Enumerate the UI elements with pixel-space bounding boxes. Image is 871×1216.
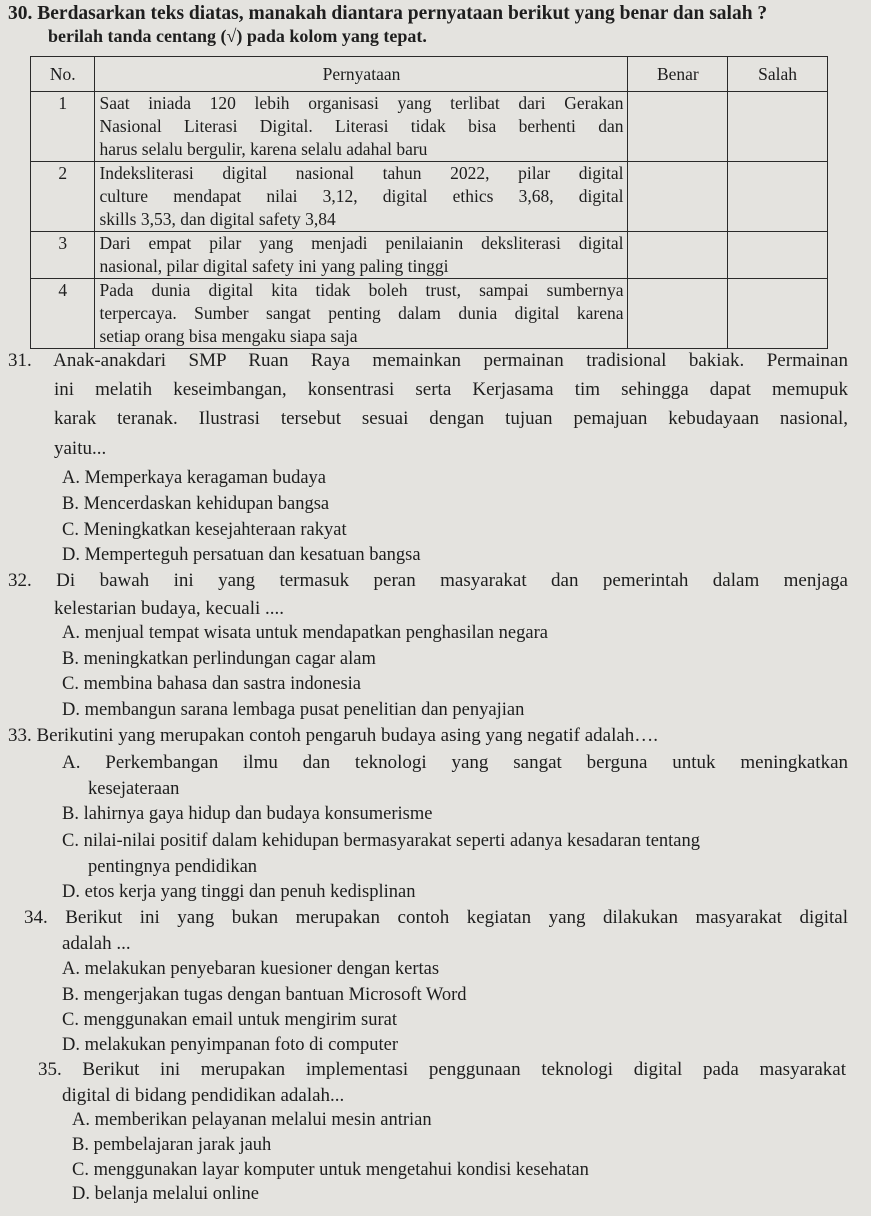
statement-line: setiap orang bisa mengaku siapa saja — [99, 326, 358, 346]
q34-option-d[interactable]: D. melakukan penyimpanan foto di computer — [62, 1035, 398, 1055]
q34-option-c[interactable]: C. menggunakan email untuk mengirim surat — [62, 1010, 397, 1030]
row-number: 1 — [31, 92, 95, 162]
q33-option-d[interactable]: D. etos kerja yang tinggi dan penuh kedisplinan — [62, 882, 416, 902]
question-31-line-1: 31. Anak-anakdari SMP Ruan Raya memainkan permainan tradisional bakiak. Permainan — [8, 350, 848, 371]
row-number: 2 — [31, 162, 95, 232]
statement-line: culture mendapat nilai 3,12, digital ethics 3,68, digital — [99, 186, 624, 206]
q35-option-a[interactable]: A. memberikan pelayanan melalui mesin antrian — [72, 1110, 432, 1130]
table-row — [31, 92, 828, 162]
question-30: 30. Berdasarkan teks diatas, manakah diantara pernyataan berikut yang benar dan salah ? — [8, 3, 768, 24]
table-row — [31, 232, 828, 279]
question-34-line-2: adalah ... — [62, 933, 131, 954]
q35-option-c[interactable]: C. menggunakan layar komputer untuk mengetahui kondisi kesehatan — [72, 1160, 589, 1180]
q33-option-c-cont: pentingnya pendidikan — [88, 857, 258, 877]
benar-checkbox-cell[interactable] — [628, 92, 728, 162]
salah-checkbox-cell[interactable] — [728, 92, 828, 162]
table-row — [31, 162, 828, 232]
question-30-instruction: berilah tanda centang (√) pada kolom yang tepat. — [48, 26, 427, 46]
row-statement — [95, 92, 628, 162]
question-34-line-1: 34. Berikut ini yang bukan merupakan contoh kegiatan yang dilakukan masyarakat digital — [24, 907, 848, 928]
q32-option-d[interactable]: D. membangun sarana lembaga pusat penelitian dan penyajian — [62, 700, 525, 720]
question-31-line-3: karak teranak. Ilustrasi tersebut sesuai dengan tujuan pemajuan kebudayaan nasional, — [54, 408, 848, 429]
row-statement — [95, 279, 628, 349]
question-31-line-2: ini melatih keseimbangan, konsentrasi serta Kerjasama tim sehingga dapat memupuk — [54, 379, 848, 400]
row-statement — [95, 232, 628, 279]
benar-checkbox-cell[interactable] — [628, 232, 728, 279]
q31-option-b[interactable]: B. Mencerdaskan kehidupan bangsa — [62, 494, 330, 514]
q34-option-b[interactable]: B. mengerjakan tugas dengan bantuan Microsoft Word — [62, 985, 467, 1005]
row-statement — [95, 162, 628, 232]
q33-option-c[interactable]: C. nilai-nilai positif dalam kehidupan bermasyarakat seperti adanya kesadaran tentang — [62, 831, 701, 851]
statement-line: Indeksliterasi digital nasional tahun 2022, pilar digital — [99, 163, 624, 183]
row-number: 3 — [31, 232, 95, 279]
q33-option-b[interactable]: B. lahirnya gaya hidup dan budaya konsumerisme — [62, 804, 433, 824]
benar-checkbox-cell[interactable] — [628, 162, 728, 232]
q31-option-d[interactable]: D. Memperteguh persatuan dan kesatuan bangsa — [62, 545, 421, 565]
question-31-line-4: yaitu... — [54, 438, 107, 459]
header-no: No. — [31, 57, 95, 92]
table-header-row — [31, 57, 828, 92]
q35-option-d[interactable]: D. belanja melalui online — [72, 1184, 259, 1204]
table-row — [31, 279, 828, 349]
question-35-line-1: 35. Berikut ini merupakan implementasi penggunaan teknologi digital pada masyarakat — [38, 1059, 846, 1080]
header-salah: Salah — [728, 57, 828, 92]
salah-checkbox-cell[interactable] — [728, 279, 828, 349]
q33-option-a-cont: kesejateraan — [88, 779, 180, 799]
statement-line: Dari empat pilar yang menjadi penilaianin deksliterasi digital — [99, 233, 624, 253]
statement-line: terpercaya. Sumber sangat penting dalam dunia digital karena — [99, 303, 624, 323]
statement-line: Nasional Literasi Digital. Literasi tidak bisa berhenti dan — [99, 116, 624, 136]
question-35-line-2: digital di bidang pendidikan adalah... — [62, 1085, 345, 1106]
q31-option-c[interactable]: C. Meningkatkan kesejahteraan rakyat — [62, 520, 347, 540]
q32-option-b[interactable]: B. meningkatkan perlindungan cagar alam — [62, 649, 376, 669]
header-benar: Benar — [628, 57, 728, 92]
statement-table — [30, 56, 828, 349]
q32-option-c[interactable]: C. membina bahasa dan sastra indonesia — [62, 674, 361, 694]
statement-line: harus selalu bergulir, karena selalu adahal baru — [99, 139, 428, 159]
salah-checkbox-cell[interactable] — [728, 162, 828, 232]
q33-option-a[interactable]: A. Perkembangan ilmu dan teknologi yang sangat berguna untuk meningkatkan — [62, 752, 848, 773]
question-33-line-1: 33. Berikutini yang merupakan contoh pengaruh budaya asing yang negatif adalah…. — [8, 725, 659, 746]
statement-line: skills 3,53, dan digital safety 3,84 — [99, 209, 336, 229]
header-statement: Pernyataan — [95, 57, 628, 92]
salah-checkbox-cell[interactable] — [728, 232, 828, 279]
statement-line: nasional, pilar digital safety ini yang paling tinggi — [99, 256, 449, 276]
row-number: 4 — [31, 279, 95, 349]
q34-option-a[interactable]: A. melakukan penyebaran kuesioner dengan kertas — [62, 959, 440, 979]
question-32-line-2: kelestarian budaya, kecuali .... — [54, 598, 285, 619]
statement-line: Saat iniada 120 lebih organisasi yang terlibat dari Gerakan — [99, 93, 624, 113]
question-32-line-1: 32. Di bawah ini yang termasuk peran masyarakat dan pemerintah dalam menjaga — [8, 570, 848, 591]
q35-option-b[interactable]: B. pembelajaran jarak jauh — [72, 1135, 272, 1155]
q32-option-a[interactable]: A. menjual tempat wisata untuk mendapatkan penghasilan negara — [62, 623, 548, 643]
statement-line: Pada dunia digital kita tidak boleh trust, sampai sumbernya — [99, 280, 624, 300]
q31-option-a[interactable]: A. Memperkaya keragaman budaya — [62, 468, 327, 488]
benar-checkbox-cell[interactable] — [628, 279, 728, 349]
